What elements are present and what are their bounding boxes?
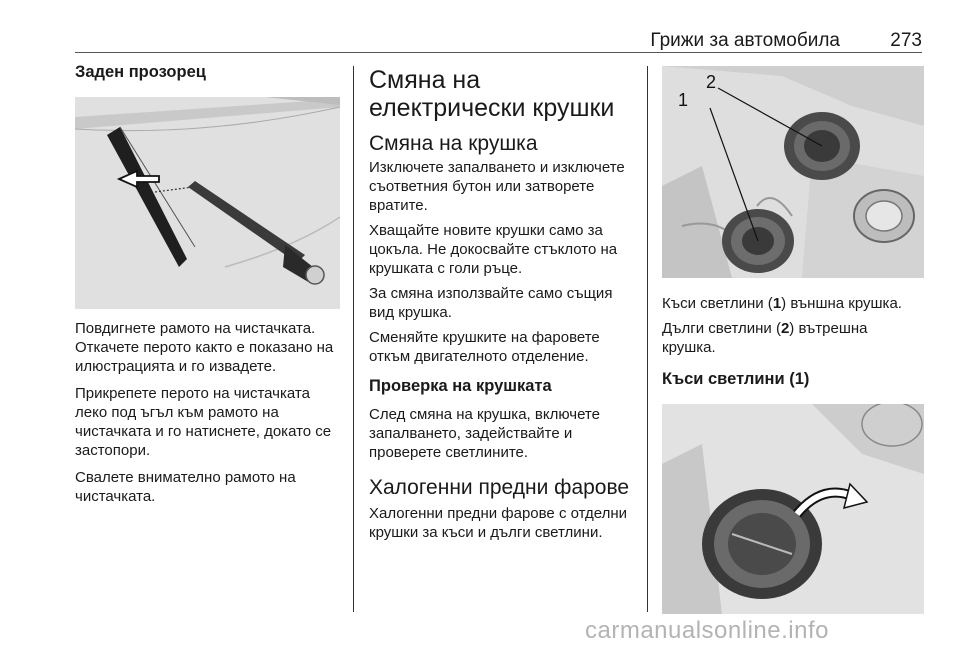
column-halogen-figures xyxy=(662,62,924,614)
bulb-change-para-4: Сменяйте крушките на фаровете откъм двигателното отделение. xyxy=(369,329,600,365)
column-bulb-replacement xyxy=(369,62,633,542)
callout-1: 1 xyxy=(678,90,689,110)
rear-window-para-2: Прикрепете перото на чистачката леко под ъгъл към рамото на чистачката и го натиснете, докато се застопори. xyxy=(75,385,332,459)
page-header xyxy=(75,0,922,53)
rear-window-para-3: Свалете внимателно рамото на чистачката. xyxy=(75,469,296,505)
rear-window-para-1: Повдигнете рамото на чистачката. Откачете перото както е показано на илюстрацията и го извадете. xyxy=(75,320,334,375)
halogen-para: Халогенни предни фарове с отделни крушки за къси и дълги светлини. xyxy=(369,505,628,541)
chapter-title: Смяна на електрически крушки xyxy=(369,66,615,122)
column-divider xyxy=(353,66,354,612)
low-beam-caption: Къси светлини (1) външна крушка. xyxy=(662,295,902,312)
wiper-illustration xyxy=(75,97,340,309)
column-rear-window xyxy=(75,62,340,506)
section-heading-halogen: Халогенни предни фарове xyxy=(369,476,630,499)
header-title: Грижи за автомобила xyxy=(650,30,840,51)
callout-2: 2 xyxy=(706,72,717,92)
section-heading-bulb-change: Смяна на крушка xyxy=(369,132,538,155)
bulb-change-para-3: За смяна използвайте само същия вид крушка. xyxy=(369,285,613,321)
section-heading-bulb-check: Проверка на крушката xyxy=(369,377,552,395)
bulb-change-para-1: Изключете запалването и изключете съответния бутон или затворете вратите. xyxy=(369,159,625,214)
bulb-change-para-2: Хващайте новите крушки само за цокъла. Не докосвайте стъклото на крушката с голи ръце. xyxy=(369,222,618,277)
rear-window-heading: Заден прозорец xyxy=(75,63,206,81)
engine-bay-illustration xyxy=(662,66,924,278)
high-beam-caption: Дълги светлини (2) вътрешна крушка. xyxy=(662,320,868,356)
watermark: carmanualsonline.info xyxy=(585,617,829,644)
page-number: 273 xyxy=(890,30,922,51)
low-beam-cap-illustration xyxy=(662,404,924,614)
bulb-check-para: След смяна на крушка, включете запалването, задействайте и проверете светлините. xyxy=(369,406,600,461)
column-divider xyxy=(647,66,648,612)
low-beam-heading: Къси светлини (1) xyxy=(662,370,810,388)
